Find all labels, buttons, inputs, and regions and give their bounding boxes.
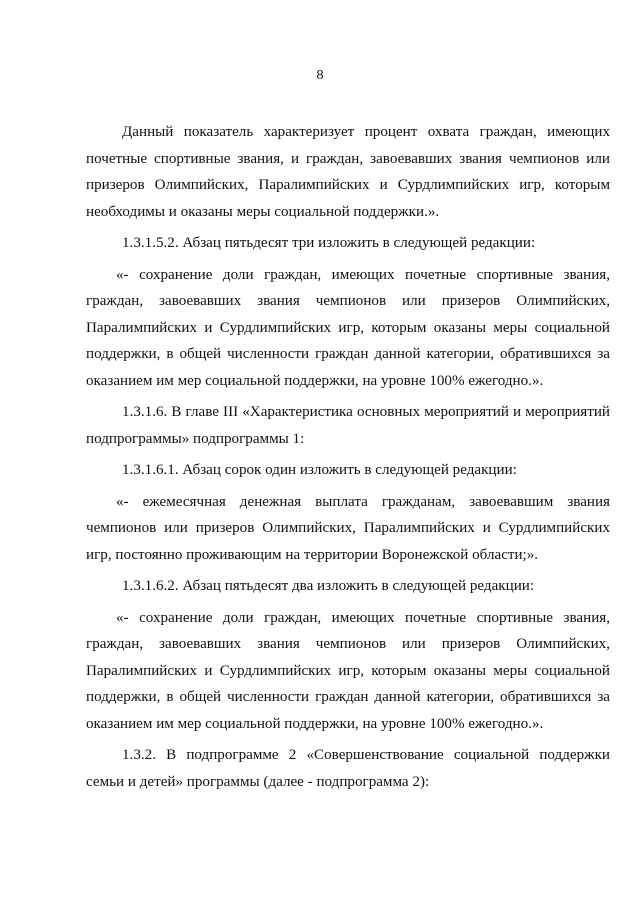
paragraph-quoted-amendment: «- ежемесячная денежная выплата гражданам, завоевавшим звания чемпионов или призеров Олимпийских, Паралимпийских и Сурдлимпийских игр, постоянно проживающим на территории Воронежской области;». <box>86 493 610 563</box>
paragraph-quoted-amendment: «- сохранение доли граждан, имеющих почетные спортивные звания, граждан, завоевавших звания чемпионов или призеров Олимпийских, Паралимпийских и Сурдлимпийских игр, которым оказаны меры социальной поддержки, в общей численности граждан данной категории, обратившихся за оказанием им мер социальной поддержки, на уровне 100% ежегодно.». <box>86 609 610 732</box>
paragraph-clause-1-3-1-6-1: 1.3.1.6.1. Абзац сорок один изложить в следующей редакции: <box>122 462 517 478</box>
document-body <box>86 119 610 800</box>
paragraph-clause-1-3-1-5-2: 1.3.1.5.2. Абзац пятьдесят три изложить в следующей редакции: <box>122 235 536 251</box>
paragraph-clause-1-3-1-6: 1.3.1.6. В главе III «Характеристика основных мероприятий и мероприятий подпрограммы» подпрограммы 1: <box>86 404 610 447</box>
page-number: 8 <box>316 68 324 83</box>
paragraph-clause-1-3-2: 1.3.2. В подпрограмме 2 «Совершенствование социальной поддержки семьи и детей» программы (далее - подпрограмма 2): <box>86 747 610 790</box>
paragraph-indicator-description: Данный показатель характеризует процент охвата граждан, имеющих почетные спортивные звания, и граждан, завоевавших звания чемпионов или призеров Олимпийских, Паралимпийских и Сурдлимпийских игр, которым необходимы и оказаны меры социальной поддержки.». <box>86 124 610 220</box>
paragraph-quoted-amendment: «- сохранение доли граждан, имеющих почетные спортивные звания, граждан, завоевавших звания чемпионов или призеров Олимпийских, Паралимпийских и Сурдлимпийских игр, которым оказаны меры социальной поддержки, в общей численности граждан данной категории, обратившихся за оказанием им мер социальной поддержки, на уровне 100% ежегодно.». <box>86 266 610 389</box>
paragraph-clause-1-3-1-6-2: 1.3.1.6.2. Абзац пятьдесят два изложить в следующей редакции: <box>122 578 535 594</box>
